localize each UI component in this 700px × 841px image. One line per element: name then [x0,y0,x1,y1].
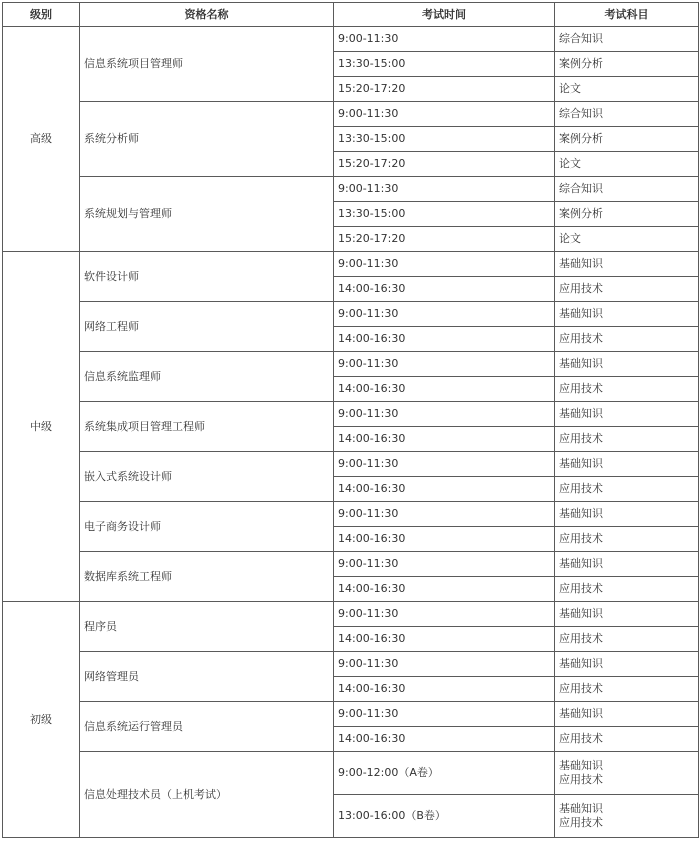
exam-time-cell: 14:00-16:30 [334,427,555,452]
exam-subject-cell: 基础知识 [555,352,699,377]
exam-time-cell: 13:30-15:00 [334,52,555,77]
qualification-cell: 电子商务设计师 [80,502,334,552]
exam-subject-cell: 应用技术 [555,527,699,552]
exam-time-cell: 13:30-15:00 [334,202,555,227]
exam-subject-cell: 基础知识 [555,402,699,427]
header-exam-time: 考试时间 [334,3,555,27]
exam-time-cell: 9:00-11:30 [334,102,555,127]
exam-subject-cell: 论文 [555,77,699,102]
exam-time-cell: 14:00-16:30 [334,627,555,652]
exam-time-cell: 9:00-11:30 [334,402,555,427]
header-row [3,3,699,27]
exam-time-cell: 15:20-17:20 [334,77,555,102]
exam-time-cell: 14:00-16:30 [334,327,555,352]
exam-time-cell: 9:00-11:30 [334,602,555,627]
header-qualification: 资格名称 [80,3,334,27]
exam-subject-cell: 论文 [555,152,699,177]
exam-time-cell: 14:00-16:30 [334,577,555,602]
table-row [3,702,699,727]
qualification-cell: 网络工程师 [80,302,334,352]
exam-time-cell: 15:20-17:20 [334,152,555,177]
qualification-cell: 系统集成项目管理工程师 [80,402,334,452]
exam-subject-cell: 基础知识 [555,502,699,527]
table-row [3,102,699,127]
qualification-cell: 软件设计师 [80,252,334,302]
exam-subject-cell: 基础知识 [555,702,699,727]
exam-subject-cell: 基础知识 [555,652,699,677]
qualification-cell: 程序员 [80,602,334,652]
exam-time-cell: 9:00-11:30 [334,502,555,527]
exam-subject-cell: 基础知识 [555,552,699,577]
table-row [3,552,699,577]
exam-time-cell: 15:20-17:20 [334,227,555,252]
exam-time-cell: 9:00-11:30 [334,452,555,477]
table-row [3,402,699,427]
table-row [3,352,699,377]
exam-subject-cell: 应用技术 [555,277,699,302]
exam-time-cell: 14:00-16:30 [334,377,555,402]
table-row [3,502,699,527]
table-row [3,252,699,277]
exam-subject-cell: 应用技术 [555,377,699,402]
exam-time-cell: 13:00-16:00（B卷） [334,795,555,838]
exam-schedule-table [2,2,699,838]
exam-subject-cell: 应用技术 [555,727,699,752]
table-row [3,602,699,627]
exam-time-cell: 9:00-11:30 [334,302,555,327]
exam-subject-cell: 综合知识 [555,177,699,202]
exam-subject-cell: 案例分析 [555,202,699,227]
exam-subject-cell: 综合知识 [555,27,699,52]
exam-time-cell: 9:00-11:30 [334,352,555,377]
exam-subject-cell: 应用技术 [555,627,699,652]
exam-subject-cell: 应用技术 [555,677,699,702]
header-level: 级别 [3,3,80,27]
exam-subject-cell: 基础知识 [555,252,699,277]
level-cell: 高级 [3,27,80,252]
exam-time-cell: 14:00-16:30 [334,727,555,752]
exam-subject-cell: 应用技术 [555,577,699,602]
exam-subject-cell: 应用技术 [555,477,699,502]
table-row [3,177,699,202]
exam-time-cell: 14:00-16:30 [334,477,555,502]
exam-time-cell: 9:00-11:30 [334,252,555,277]
table-row [3,752,699,795]
exam-time-cell: 9:00-11:30 [334,27,555,52]
level-cell: 初级 [3,602,80,838]
exam-subject-cell: 基础知识 应用技术 [555,795,699,838]
exam-time-cell: 9:00-11:30 [334,702,555,727]
exam-subject-cell: 基础知识 [555,602,699,627]
table-row [3,652,699,677]
table-row [3,27,699,52]
qualification-cell: 数据库系统工程师 [80,552,334,602]
qualification-cell: 信息系统运行管理员 [80,702,334,752]
exam-time-cell: 9:00-11:30 [334,177,555,202]
exam-time-cell: 14:00-16:30 [334,277,555,302]
exam-subject-cell: 基础知识 [555,452,699,477]
exam-time-cell: 9:00-11:30 [334,552,555,577]
qualification-cell: 信息系统监理师 [80,352,334,402]
header-exam-subject: 考试科目 [555,3,699,27]
exam-subject-cell: 案例分析 [555,127,699,152]
qualification-cell: 网络管理员 [80,652,334,702]
qualification-cell: 信息系统项目管理师 [80,27,334,102]
exam-time-cell: 9:00-12:00（A卷） [334,752,555,795]
level-cell: 中级 [3,252,80,602]
exam-subject-cell: 论文 [555,227,699,252]
exam-subject-cell: 基础知识 [555,302,699,327]
exam-time-cell: 13:30-15:00 [334,127,555,152]
table-row [3,452,699,477]
exam-subject-cell: 应用技术 [555,427,699,452]
qualification-cell: 系统规划与管理师 [80,177,334,252]
qualification-cell: 系统分析师 [80,102,334,177]
schedule-body [3,27,699,838]
qualification-cell: 信息处理技术员（上机考试） [80,752,334,838]
exam-subject-cell: 案例分析 [555,52,699,77]
exam-time-cell: 14:00-16:30 [334,527,555,552]
exam-time-cell: 9:00-11:30 [334,652,555,677]
exam-subject-cell: 基础知识 应用技术 [555,752,699,795]
table-row [3,302,699,327]
exam-subject-cell: 综合知识 [555,102,699,127]
exam-subject-cell: 应用技术 [555,327,699,352]
exam-time-cell: 14:00-16:30 [334,677,555,702]
qualification-cell: 嵌入式系统设计师 [80,452,334,502]
